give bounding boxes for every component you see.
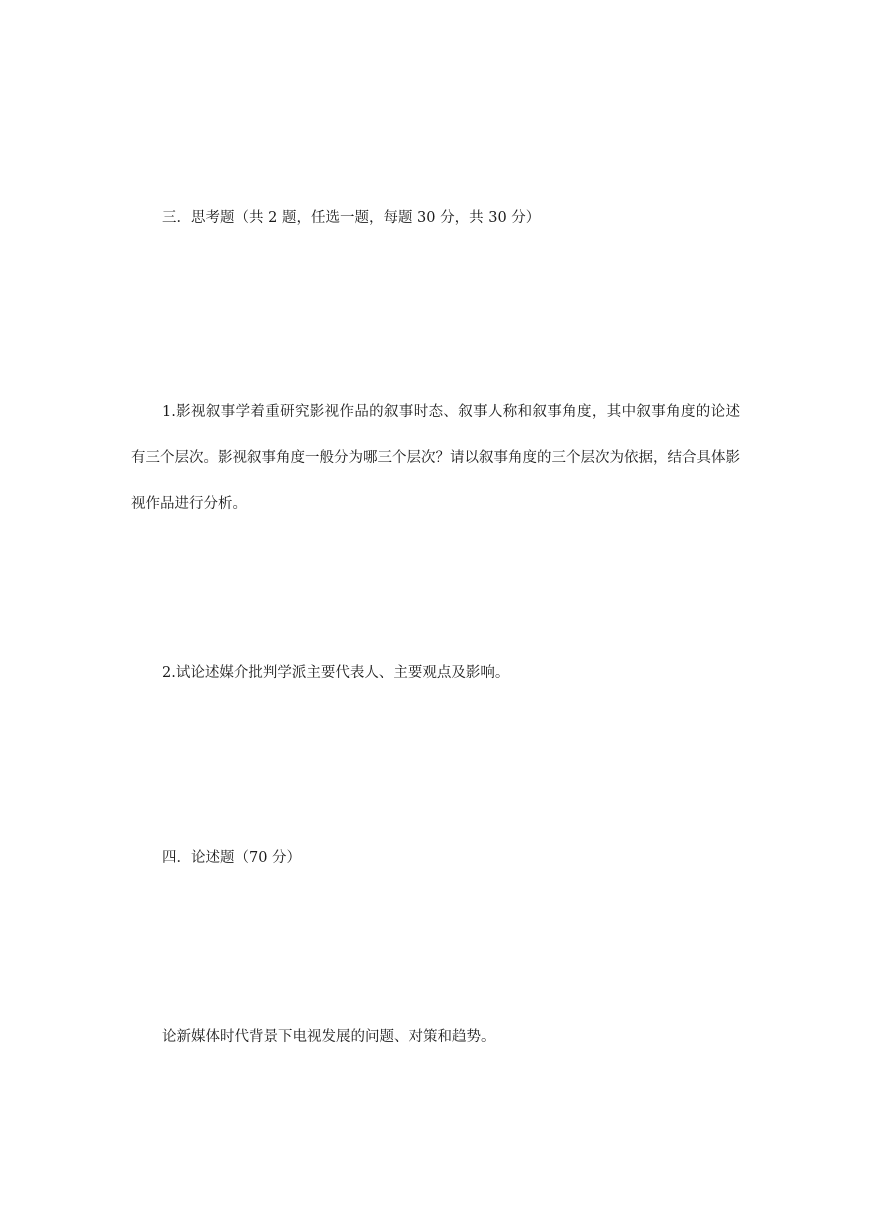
section-three-heading: 三．思考题（共 2 题，任选一题，每题 30 分，共 30 分） — [162, 210, 541, 226]
section-four-heading: 四．论述题（70 分） — [162, 850, 302, 866]
essay-topic: 论新媒体时代背景下电视发展的问题、对策和趋势。 — [162, 1029, 496, 1045]
question-2: 2.试论述媒介批判学派主要代表人、主要观点及影响。 — [162, 665, 510, 681]
question-1: 1.影视叙事学着重研究影视作品的叙事时态、叙事人称和叙事角度，其中叙事角度的论述有三个层次。影视叙事角度一般分为哪三个层次？请以叙事角度的三个层次为依据，结合具体影视作品进行分析。 — [131, 404, 740, 512]
